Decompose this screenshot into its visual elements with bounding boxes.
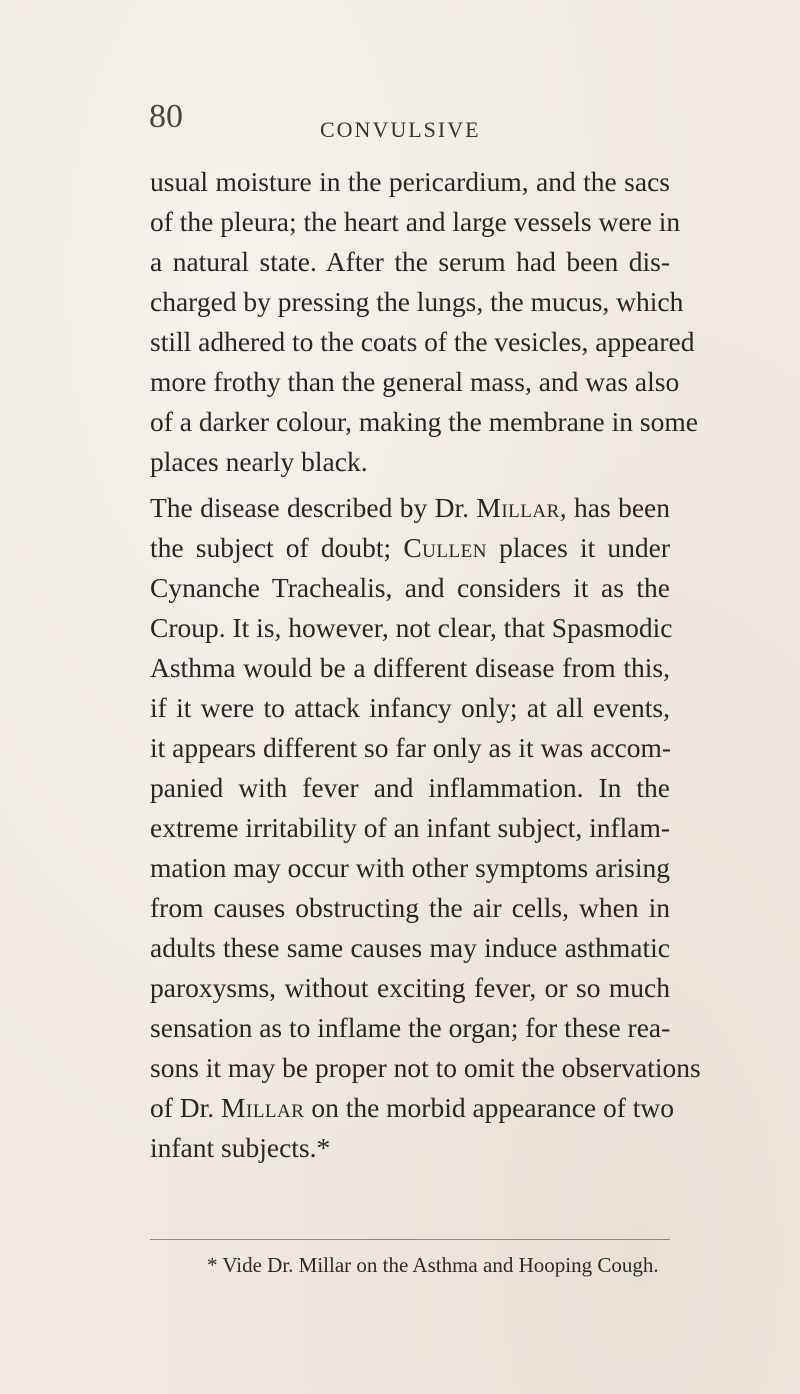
paragraph-2-line: Asthma would be a different disease from this, — [150, 652, 670, 683]
paragraph-1-line: usual moisture in the pericardium, and the sacs — [150, 166, 670, 197]
paragraph-2-line: if it were to attack infancy only; at all events, — [150, 692, 670, 723]
paragraph-1 — [150, 162, 698, 482]
paragraph-2-last-line: infant subjects.* — [150, 1132, 331, 1163]
paragraph-2-line: the subject of doubt; Cullen places it under — [150, 532, 670, 563]
paragraph-2-line: extreme irritability of an infant subject, inflam- — [150, 812, 671, 843]
paragraph-2-body — [150, 568, 701, 1088]
footnote: * Vide Dr. Millar on the Asthma and Hooping Cough. — [207, 1253, 659, 1277]
running-head: CONVULSIVE — [320, 117, 481, 142]
author-name-cullen: Cullen — [403, 532, 487, 563]
paragraph-2-line: from causes obstructing the air cells, when in — [150, 892, 670, 923]
paragraph-2 — [150, 488, 701, 1168]
paragraph-2-line: Cynanche Trachealis, and considers it as the — [150, 572, 670, 603]
paragraph-2-line: sensation as to inflame the organ; for these rea- — [150, 1012, 671, 1043]
paragraph-2-line: panied with fever and inflammation. In the — [150, 772, 670, 803]
author-name-millar: Millar — [221, 1092, 305, 1123]
paragraph-2-line: paroxysms, without exciting fever, or so much — [150, 972, 670, 1003]
paragraph-2-line: The disease described by Dr. Millar, has been — [150, 492, 670, 523]
paragraph-1-line: of a darker colour, making the membrane in some — [150, 406, 698, 437]
paragraph-1-line: a natural state. After the serum had been dis- — [150, 246, 670, 277]
author-name-millar: Millar — [476, 492, 560, 523]
paragraph-2-line: it appears different so far only as it was accom- — [150, 732, 672, 763]
paragraph-2-line: mation may occur with other symptoms arising — [150, 852, 670, 883]
footnote-rule — [150, 1239, 670, 1240]
page-number: 80 — [149, 98, 183, 135]
paragraph-2-line: Croup. It is, however, not clear, that Spasmodic — [150, 612, 673, 643]
paragraph-1-line: of the pleura; the heart and large vessels were in — [150, 206, 681, 237]
paragraph-2-line: of Dr. Millar on the morbid appearance of two — [150, 1092, 675, 1123]
paragraph-2-line: sons it may be proper not to omit the observations — [150, 1052, 701, 1083]
paragraph-2-line: adults these same causes may induce asthmatic — [150, 932, 670, 963]
paragraph-1-line: charged by pressing the lungs, the mucus, which — [150, 286, 684, 317]
paragraph-1-line: more frothy than the general mass, and was also — [150, 366, 680, 397]
paragraph-1-line: places nearly black. — [150, 446, 368, 477]
paragraph-1-line: still adhered to the coats of the vesicles, appeared — [150, 326, 695, 357]
